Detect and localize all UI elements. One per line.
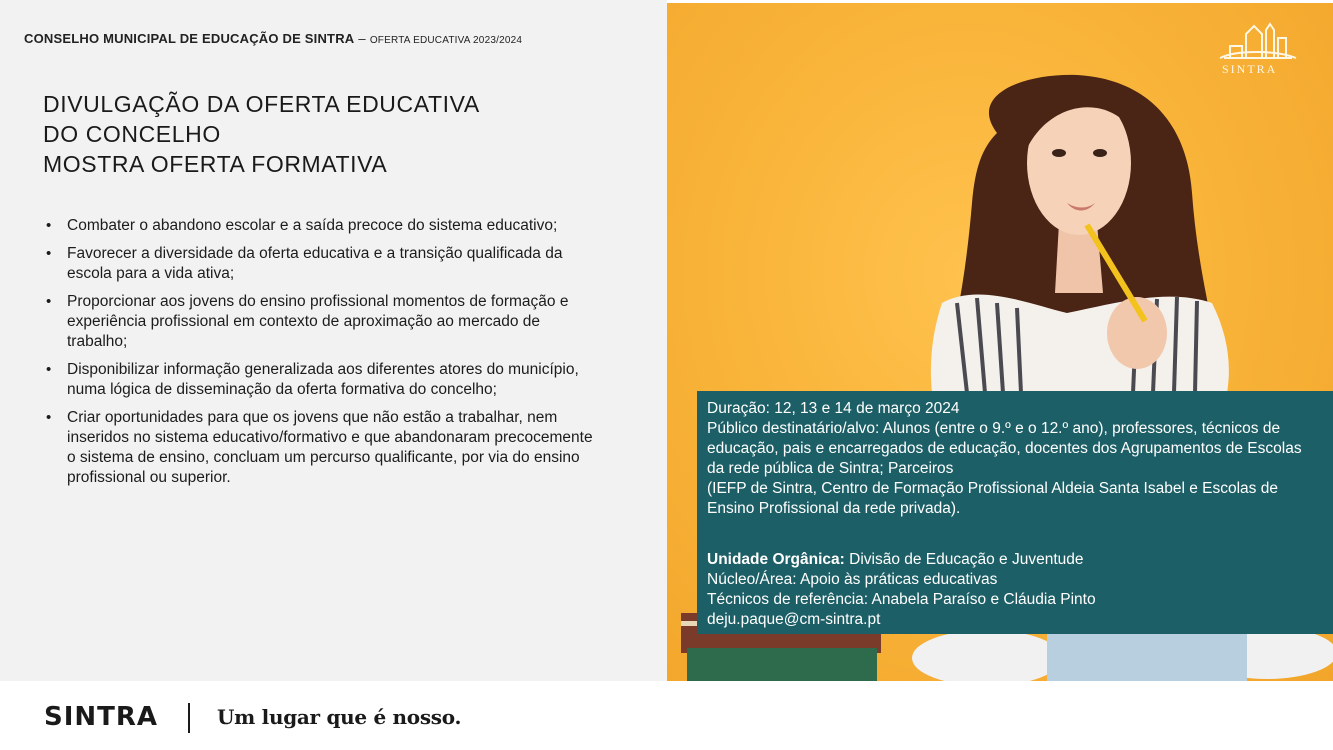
unit-value: Divisão de Educação e Juventude [844, 551, 1084, 568]
partners-text: (IEFP de Sintra, Centro de Formação Profissional Aldeia Santa Isabel e Escolas de Ensino Profissional da rede privada). [707, 480, 1278, 517]
spacer [707, 519, 1323, 550]
footer [0, 681, 1333, 750]
contact-email[interactable]: deju.paque@cm-sintra.pt [707, 611, 881, 628]
info-box [697, 391, 1333, 634]
title-line: MOSTRA OFERTA FORMATIVA [43, 151, 388, 177]
list-item: • Favorecer a diversidade da oferta educativa e a transição qualificada da escola para a vida ativa; [44, 244, 594, 284]
objectives-list [44, 216, 594, 496]
footer-brand-logo: SINTRA [44, 702, 159, 732]
unit-label: Unidade Orgânica: [707, 551, 845, 568]
nucleus-text: Núcleo/Área: Apoio às práticas educativas [707, 571, 998, 588]
page-title [43, 89, 480, 179]
list-item: • Proporcionar aos jovens do ensino profissional momentos de formação e experiência profissional em contexto de aproximação ao mercado de trabalho; [44, 292, 594, 352]
technicians-text: Técnicos de referência: Anabela Paraíso e Cláudia Pinto [707, 591, 1096, 608]
list-item: • Criar oportunidades para que os jovens que não estão a trabalhar, nem inseridos no sistema educativo/formativo e que abandonaram precocemente o sistema de ensino, concluam um percurso qualificante, por via do ensino profissional ou superior. [44, 408, 594, 488]
list-item: • Combater o abandono escolar e a saída precoce do sistema educativo; [44, 216, 594, 236]
header-subtitle: OFERTA EDUCATIVA 2023/2024 [369, 35, 523, 46]
title-line: DO CONCELHO [43, 121, 221, 147]
footer-slogan: Um lugar que é nosso. [217, 705, 462, 729]
list-item: • Disponibilizar informação generalizada aos diferentes atores do município, numa lógica de disseminação da oferta formativa do concelho; [44, 360, 594, 400]
left-panel [0, 0, 667, 681]
header-separator: – [358, 31, 366, 46]
unit-line [707, 550, 1323, 570]
header-organization: CONSELHO MUNICIPAL DE EDUCAÇÃO DE SINTRA [24, 31, 355, 46]
footer-divider [188, 703, 190, 733]
header-line [24, 31, 522, 46]
logo-text: SINTRA [1222, 62, 1278, 76]
title-line: DIVULGAÇÃO DA OFERTA EDUCATIVA [43, 91, 480, 117]
duration-text: Duração: 12, 13 e 14 de março 2024 [707, 400, 960, 417]
audience-text: Público destinatário/alvo: Alunos (entre o 9.º e o 12.º ano), professores, técnicos de educação, pais e encarregados de educação, docentes dos Agrupamentos de Escolas da rede pública de Sintra; Parceiros [707, 420, 1302, 477]
